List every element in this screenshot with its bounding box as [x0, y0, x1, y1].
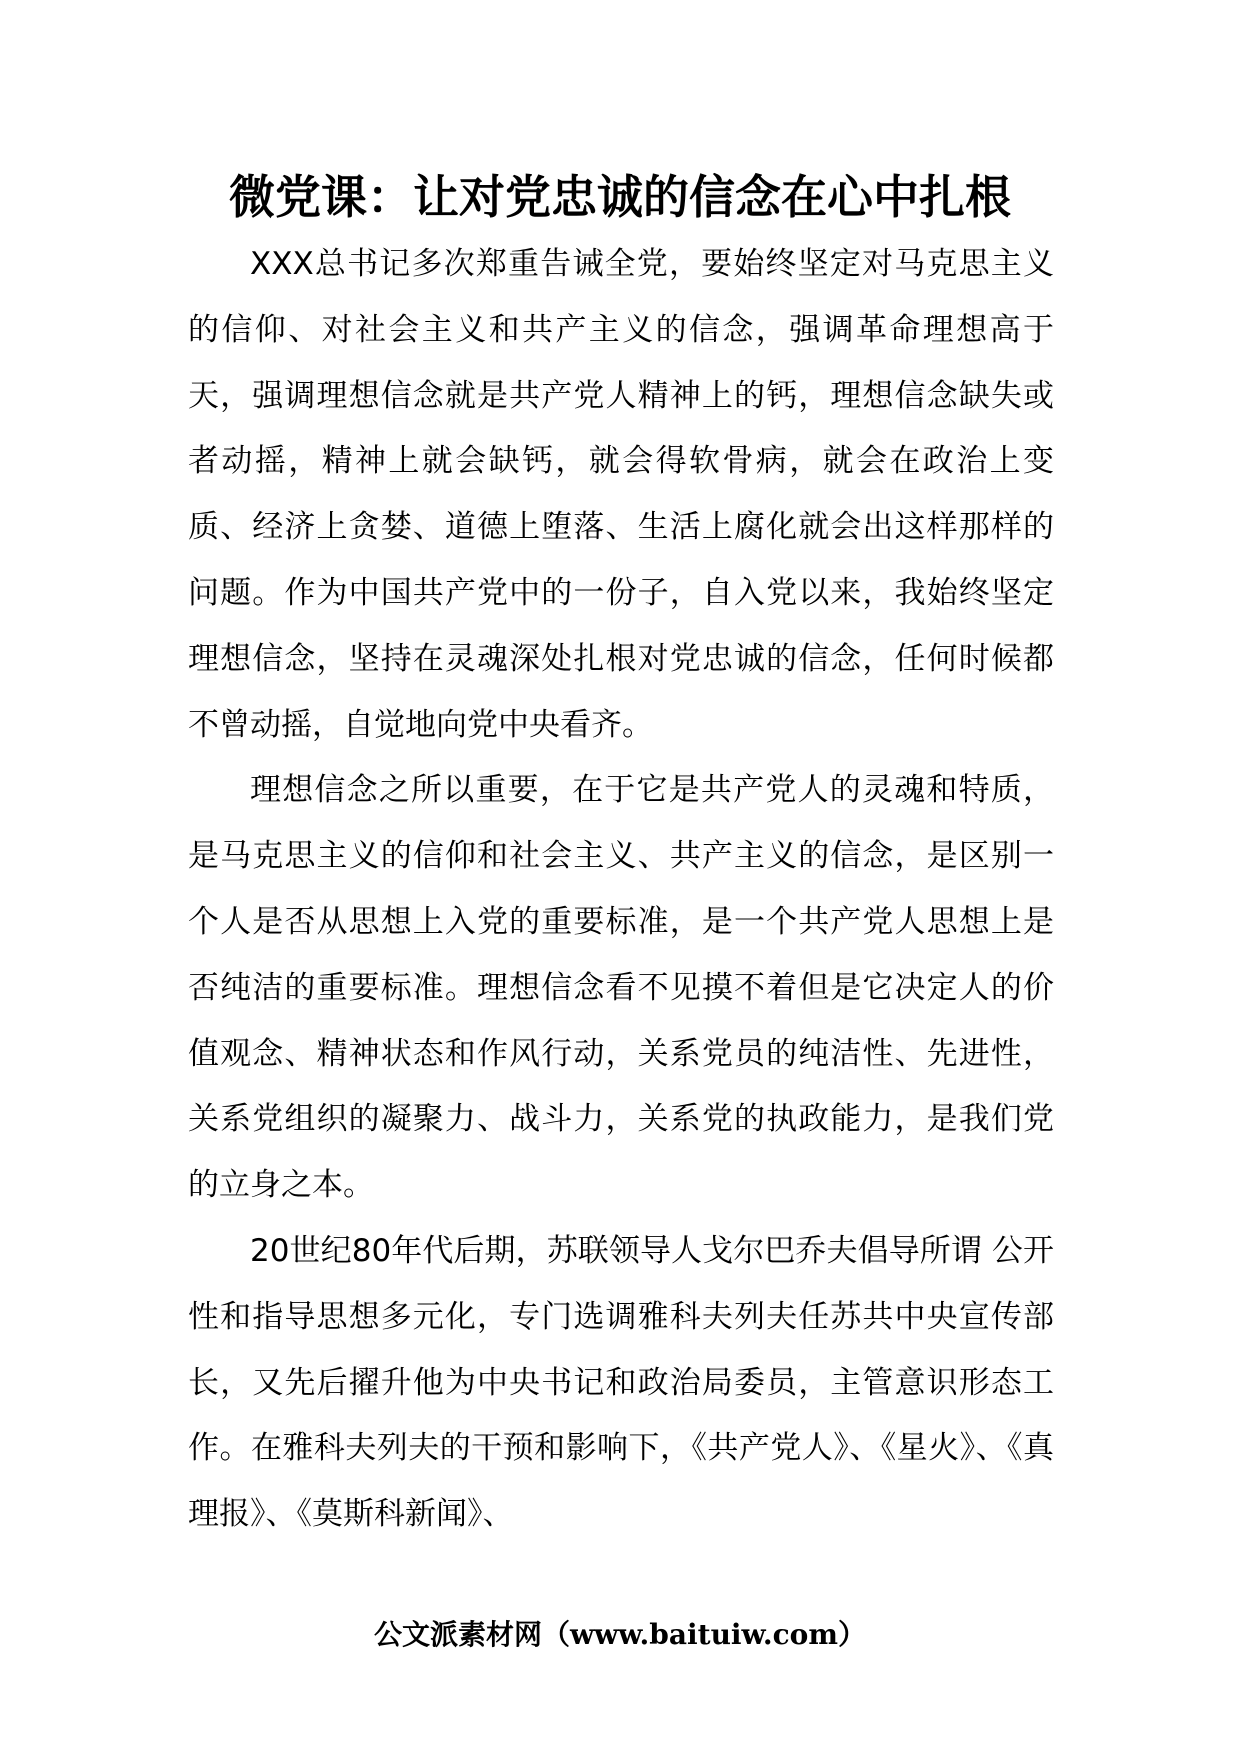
- paragraph-3: 20世纪80年代后期，苏联领导人戈尔巴乔夫倡导所谓 公开性和指导思想多元化，专门选调雅科夫列夫任苏共中央宣传部长，又先后擢升他为中央书记和政治局委员，主管意识形态工作。在雅科夫列夫的干预和影响下，《共产党人》、《星火》、《真理报》、《莫斯科新闻》、: [188, 1232, 1054, 1533]
- page-footer-watermark: 公文派素材网（www.baituiw.com）: [374, 1618, 866, 1651]
- document-title: 微党课：让对党忠诚的信念在心中扎根: [229, 170, 1011, 224]
- document-body: [188, 232, 1054, 1548]
- paragraph-1: XXX总书记多次郑重告诫全党，要始终坚定对马克思主义的信仰、对社会主义和共产主义的信念，强调革命理想高于天，强调理想信念就是共产党人精神上的钙，理想信念缺失或者动摇，精神上就会缺钙，就会得软骨病，就会在政治上变质、经济上贪婪、道德上堕落、生活上腐化就会出这样那样的问题。作为中国共产党中的一份子，自入党以来，我始终坚定理想信念，坚持在灵魂深处扎根对党忠诚的信念，任何时候都不曾动摇，自觉地向党中央看齐。: [188, 246, 1054, 743]
- paragraph-2: 理想信念之所以重要，在于它是共产党人的灵魂和特质，是马克思主义的信仰和社会主义、共产主义的信念，是区别一个人是否从思想上入党的重要标准，是一个共产党人思想上是否纯洁的重要标准。理想信念看不见摸不着但是它决定人的价值观念、精神状态和作风行动，关系党员的纯洁性、先进性，关系党组织的凝聚力、战斗力，关系党的执政能力，是我们党的立身之本。: [188, 772, 1054, 1204]
